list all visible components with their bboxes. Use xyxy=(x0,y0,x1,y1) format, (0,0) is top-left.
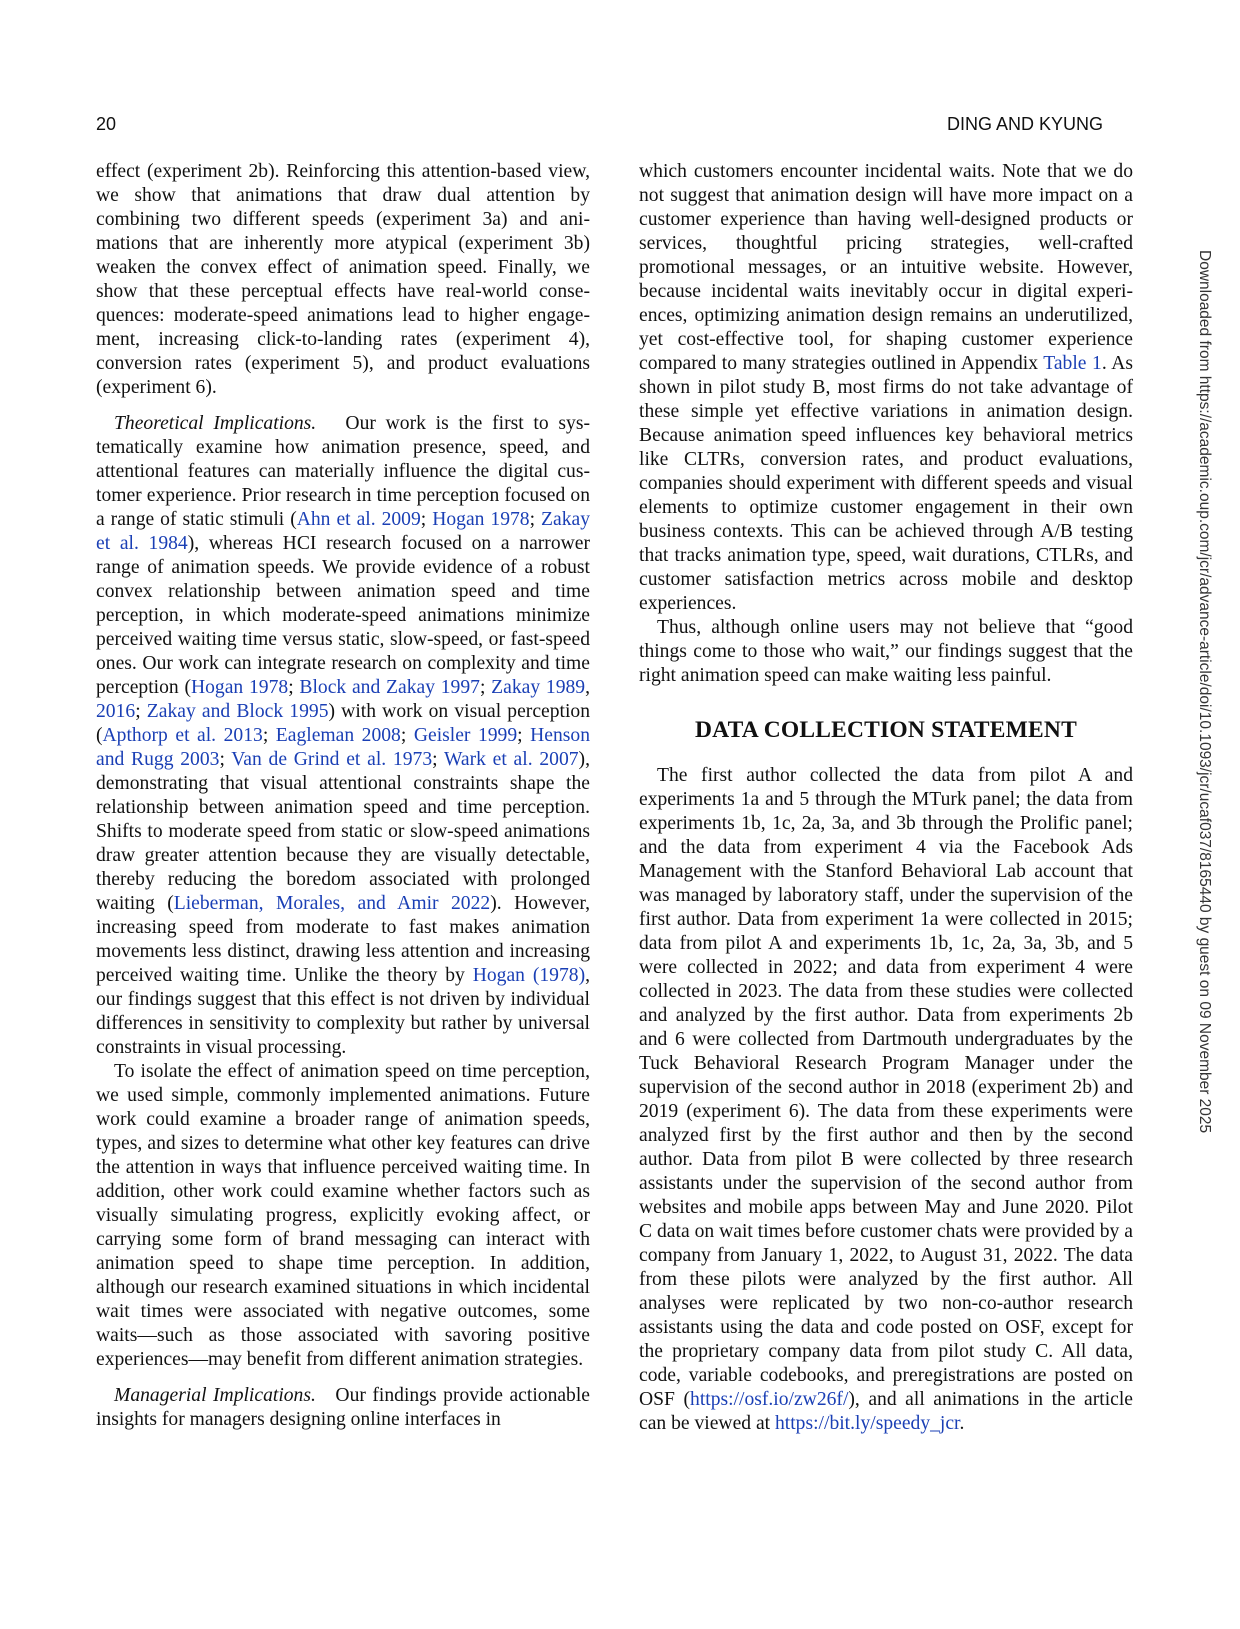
body-text: ), whereas HCI research focused on a narrower range of animation speeds. We provide evidence of a robust convex relationship between animation speed and time perception, in which moderate-speed animations minimize perceived waiting time versus static, slow-speed, or fast-speed ones. Our work can integrate research on complexity and time perception ( xyxy=(96,533,590,698)
paragraph-data-collection xyxy=(639,764,1133,1436)
citation-separator: ; xyxy=(529,509,542,530)
citation-link[interactable]: Geisler 1999 xyxy=(413,725,518,746)
citation-link[interactable]: Lieberman, Morales, and Amir 2022 xyxy=(173,893,491,914)
citation-separator: , xyxy=(585,677,590,698)
citation-link[interactable]: 2016 xyxy=(96,701,136,722)
page-number: 20 xyxy=(96,114,117,134)
runin-heading-theoretical: Theoretical Implications. xyxy=(114,413,317,434)
body-text: ), demonstrating that visual attentional constraints shape the relationship between animation speed and time perception. Shifts to moderate speed from static or slow-speed animations draw greater attention because they are visually detectable, thereby reducing the boredom associated with prolonged waiting ( xyxy=(96,749,590,914)
citation-link[interactable]: Block and Zakay 1997 xyxy=(299,677,480,698)
body-text: which customers encounter incidental waits. Note that we do not suggest that animation design will have more impact on a customer experience than having well-designed products or services, thoughtful pricing strategies, well-crafted promotional messages, or an intuitive website. However, because incidental waits inevitably occur in digital experiences, optimizing animation design remains an underutilized, yet cost-effective tool, for shaping customer experience compared to many strategies outlined in Appendix xyxy=(639,161,1133,374)
table-reference-link[interactable]: Table 1 xyxy=(1043,353,1102,374)
animations-link[interactable]: https://bit.ly/speedy_jcr xyxy=(775,1413,960,1434)
citation-link[interactable]: Zakay 1989 xyxy=(491,677,586,698)
citation-separator: ; xyxy=(219,749,232,770)
paragraph-conclusion: Thus, although online users may not believe that “good things come to those who wait,” our findings suggest that the right animation speed can make waiting less painful. xyxy=(639,617,1133,686)
citation-link[interactable]: Hogan (1978) xyxy=(472,965,586,986)
citation-link[interactable]: Zakay and Block 1995 xyxy=(146,701,329,722)
paragraph-summary: effect (experiment 2b). Reinforcing this attention-based view, we show that animations that draw dual attention by combining two different speeds (experiment 3a) and animations that are inherently more atypical (experiment 3b) weaken the convex effect of animation speed. Finally, we show that these perceptual effects have real-world consequences: moderate-speed animations lead to higher engagement, increasing click-to-landing rates (experiment 4), conversion rates (experiment 5), and product evaluations (experiment 6). xyxy=(96,161,590,398)
citation-link[interactable]: Zakay et al. 1984 xyxy=(96,509,590,554)
citation-separator: ; xyxy=(420,509,433,530)
citation-link[interactable]: Henson and Rugg 2003 xyxy=(96,725,591,770)
citation-link[interactable]: Ahn et al. 2009 xyxy=(296,509,421,530)
osf-link[interactable]: https://osf.io/zw26f/ xyxy=(690,1389,849,1410)
body-text: ). However, increasing speed from moderate to fast makes animation movements less distinct, drawing less attention and increasing perceived waiting time. Unlike the theory by xyxy=(96,893,590,986)
paragraph-managerial-implications xyxy=(96,1384,590,1432)
runin-heading-managerial: Managerial Implications. xyxy=(114,1385,316,1406)
citation-link[interactable]: Apthorp et al. 2013 xyxy=(102,725,263,746)
citation-link[interactable]: Wark et al. 2007 xyxy=(443,749,579,770)
citation-separator: ; xyxy=(432,749,444,770)
citation-link[interactable]: Hogan 1978 xyxy=(432,509,530,530)
section-heading: DATA COLLECTION STATEMENT xyxy=(695,717,1077,743)
citation-separator: ; xyxy=(262,725,276,746)
citation-link[interactable]: Hogan 1978 xyxy=(190,677,289,698)
citation-separator: ; xyxy=(288,677,300,698)
paragraph-managerial-continued xyxy=(639,160,1133,616)
paragraph-theoretical-implications xyxy=(96,412,590,1060)
body-text: Our findings provide actionable insights for managers designing online interfaces in xyxy=(96,1385,590,1430)
citation-separator: ; xyxy=(400,725,414,746)
left-column xyxy=(96,160,590,1432)
body-text: ), and all animations in the article can be viewed at xyxy=(639,1389,1134,1434)
body-text: The first author collected the data from pilot A and experiments 1a and 5 through the MTurk panel; the data from experiments 1b, 1c, 2a, 3a, and 3b through the Prolific panel; and the data from experiment 4 via the Facebook Ads Management with the Stanford Behavioral Lab account that was managed by laboratory staff, under the supervision of the first author. Data from experiment 1a were collected in 2015; data from pilot A and experiments 1b, 1c, 2a, 3a, 3b, and 5 were collected in 2022; and data from experiment 4 were collected in 2023. The data from these studies were collected and analyzed by the first author. Data from experiments 2b and 6 were collected from Dartmouth undergraduates by the Tuck Behavioral Research Program Manager under the supervision of the second author in 2018 (experiment 2b) and 2019 (experiment 6). The data from these experiments were analyzed first by the first author and then by the second author. Data from pilot B were collected by three research assistants under the supervision of the second author from websites and mobile apps between May and June 2020. Pilot C data on wait times before customer chats were provided by a company from January 1, 2022, to August 31, 2022. The data from these pilots were analyzed by the first author. All analyses were replicated by two non-co-author research assistants using the data and code posted on OSF, except for the proprietary company data from pilot study C. All data, code, variable codebooks, and preregistrations are posted on OSF ( xyxy=(639,765,1133,1410)
citation-separator: ; xyxy=(135,701,147,722)
citation-separator: ; xyxy=(479,677,492,698)
body-text: , our findings suggest that this effect is not driven by individual differences in sensitivity to complexity but rather by universal constraints in visual processing. xyxy=(96,965,590,1058)
body-text: . As shown in pilot study B, most firms do not take advantage of these simple yet effective variations in animation design. Because animation speed influences key behavioral metrics like CLTRs, conversion rates, and product evaluations, companies should experiment with different speeds and visual elements to optimize customer engagement in their own business contexts. This can be achieved through A/B testing that tracks animation type, speed, wait durations, CTLRs, and customer satisfaction metrics across mobile and desktop experiences. xyxy=(639,353,1133,614)
citation-link[interactable]: Van de Grind et al. 1973 xyxy=(231,749,433,770)
citation-separator: ; xyxy=(517,725,531,746)
running-head: DING AND KYUNG xyxy=(946,114,1103,134)
body-text: Our work is the first to systematically examine how animation presence, speed, and attentional features can materially influence the digital customer experience. Prior research in time perception focused on a range of static stimuli ( xyxy=(96,413,590,530)
body-text: ) with work on visual perception ( xyxy=(96,701,590,746)
download-watermark: Downloaded from https://academic.oup.com/jcr/advance-article/doi/10.1093/jcr/ucaf037/8165440 by guest on 09 November 2025 xyxy=(1196,250,1213,1134)
right-column xyxy=(639,160,1133,1436)
body-text: . xyxy=(959,1413,965,1434)
citation-link[interactable]: Eagleman 2008 xyxy=(275,725,401,746)
paragraph-future-work: To isolate the effect of animation speed on time perception, we used simple, commonly implemented animations. Future work could examine a broader range of animation speeds, types, and sizes to determine what other key features can drive the attention in ways that influence perceived waiting time. In addition, other work could examine whether factors such as visually simulating progress, explicitly evoking affect, or carrying some form of brand messaging can interact with animation speed to shape time perception. In addition, although our research examined situations in which incidental wait times were associated with negative outcomes, some waits—such as those associated with savoring positive experiences—may benefit from different animation strategies. xyxy=(96,1061,590,1370)
